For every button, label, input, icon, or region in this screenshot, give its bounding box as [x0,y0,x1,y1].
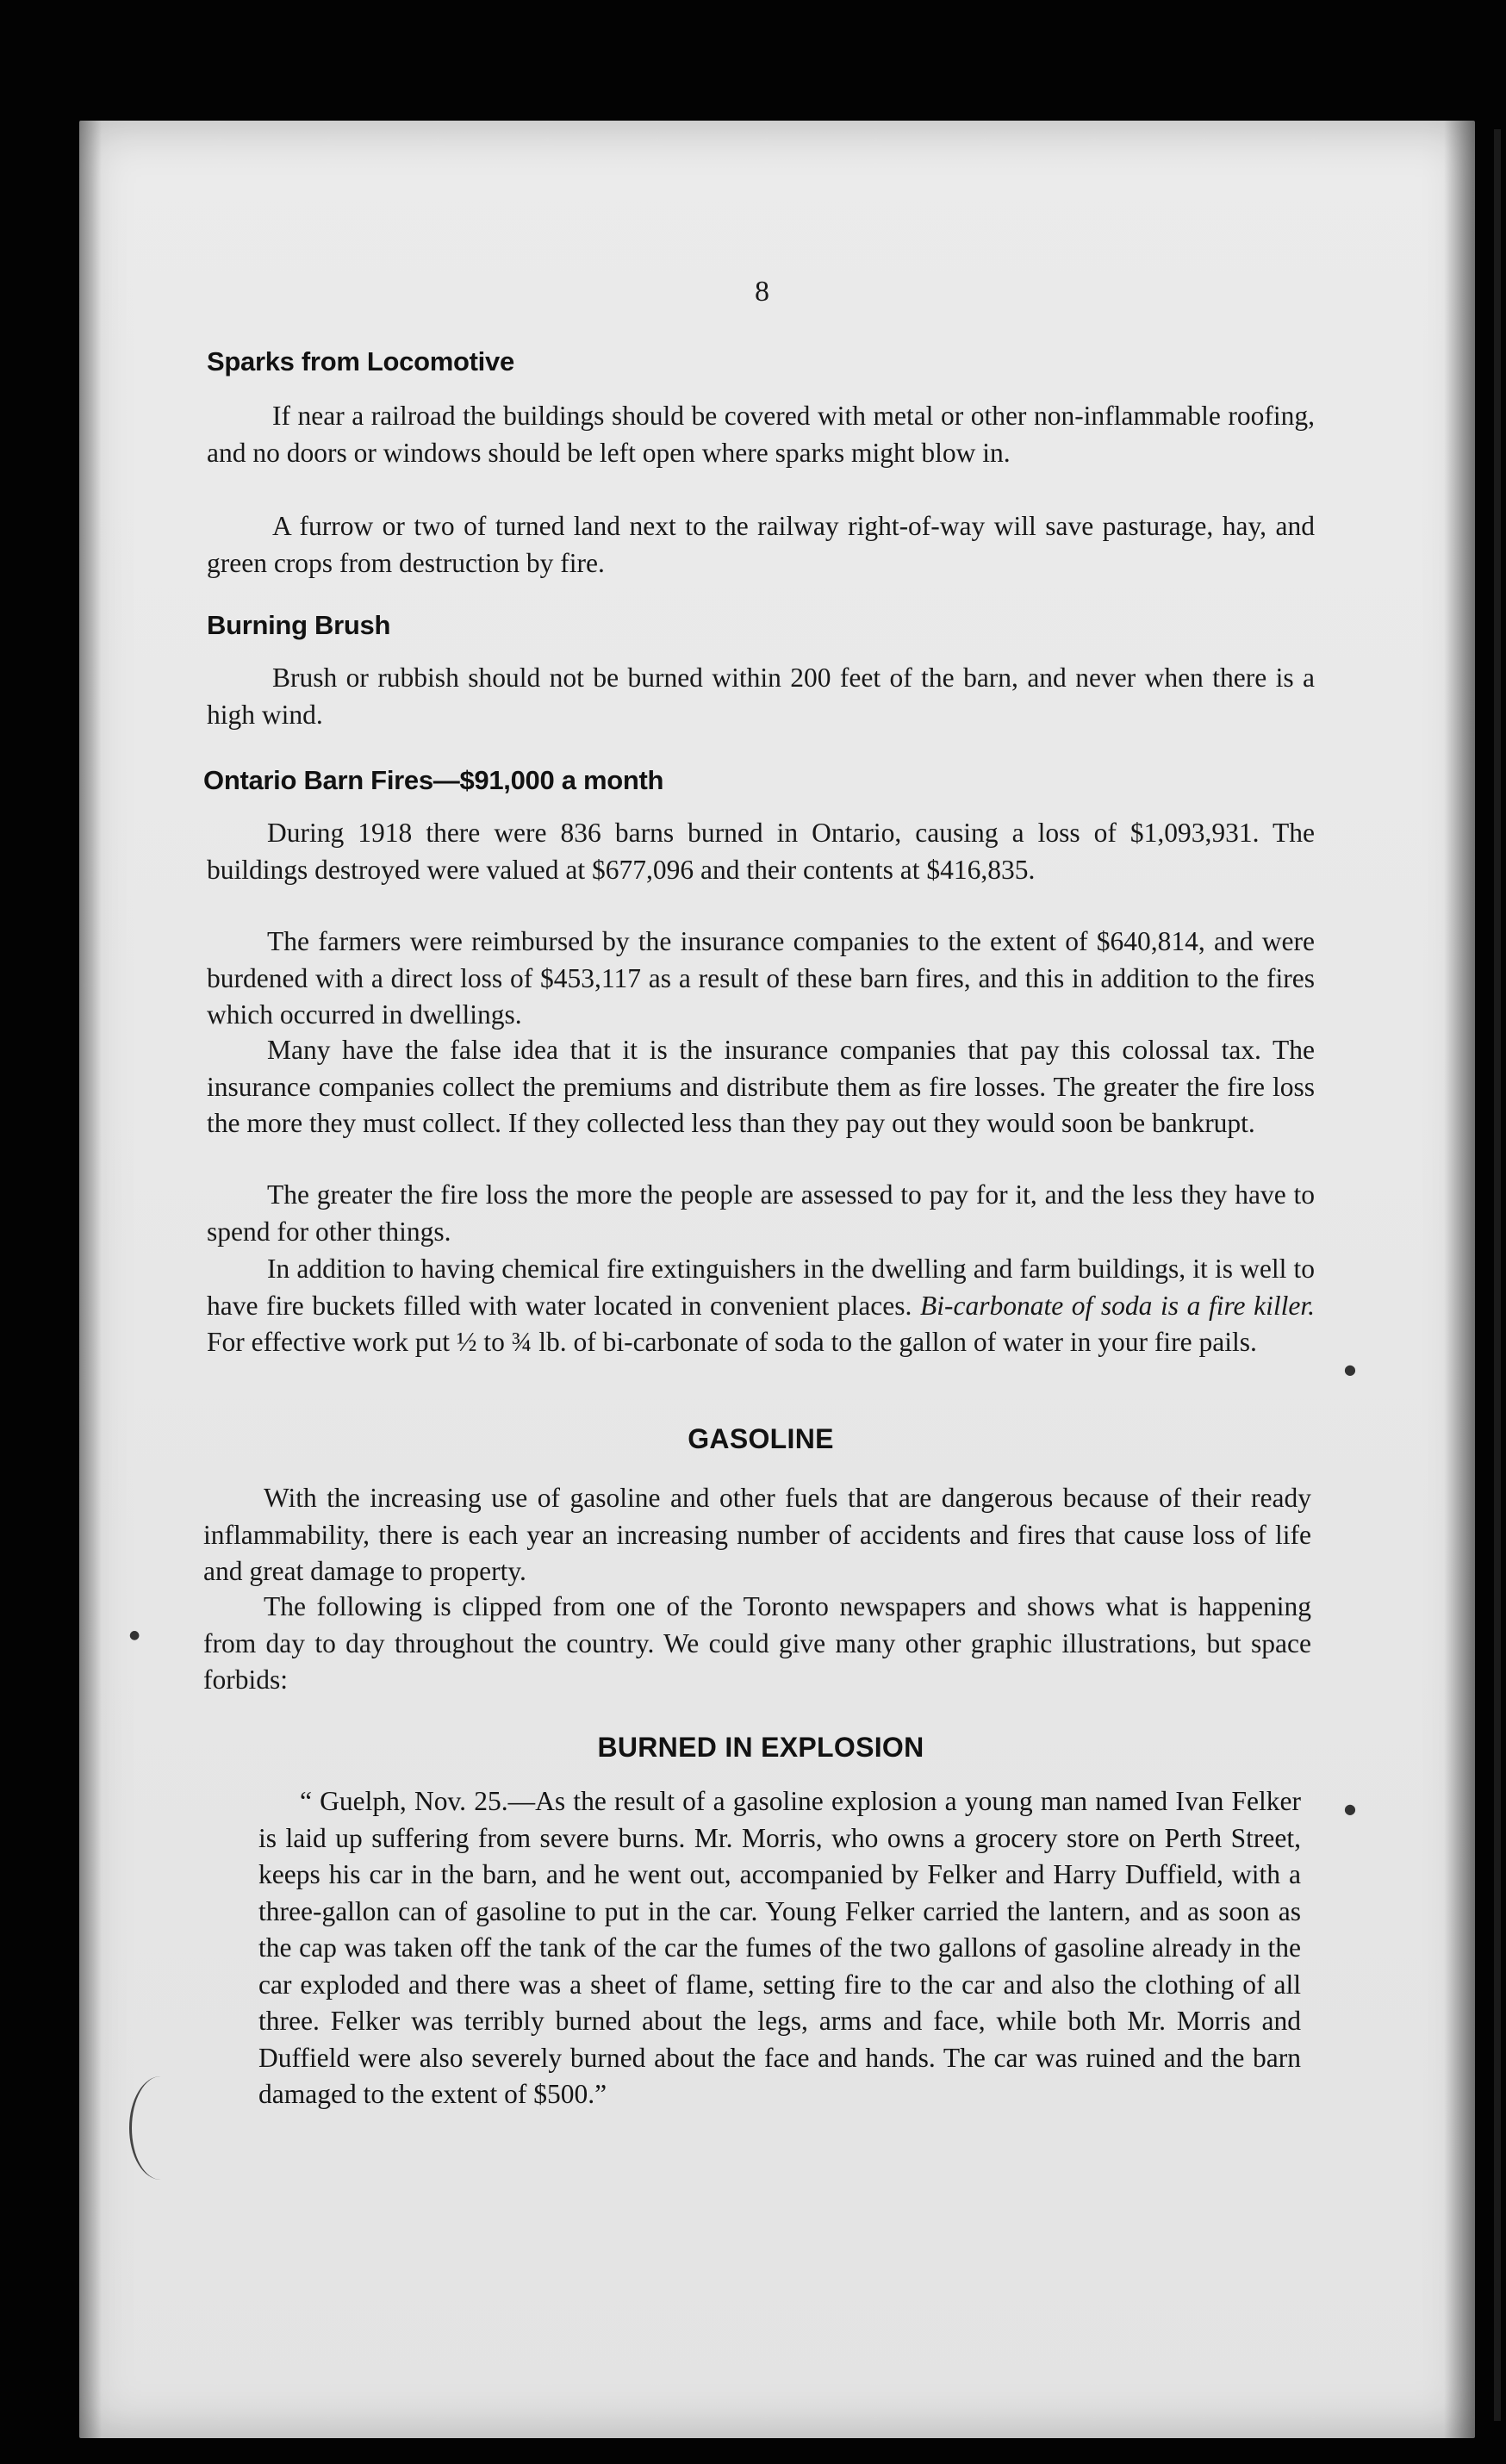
margin-pencil-mark [129,2076,192,2180]
paragraph-barn-fires-5 [207,1251,1315,1361]
page-edge-shadow-left [79,121,102,2438]
scan-dot-mark-2: ● [1344,1801,1356,1817]
paragraph-barn-fires-5-text-b: For effective work put ½ to ¾ lb. of bi-carbonate of soda to the gallon of water in your fire pails. [207,1327,1257,1357]
paragraph-sparks-2: A furrow or two of turned land next to the railway right-of-way will save pasturage, hay, and green crops from destruction by fire. [207,511,1315,578]
scan-dot-mark-3: ● [129,1628,140,1642]
quoted-news-clipping: “ Guelph, Nov. 25.—As the result of a gasoline explosion a young man named Ivan Felker is laid up suffering from severe burns. Mr. Morris, who owns a grocery store on Perth Street, keeps his car in the barn, and he went out, accompanied by Felker and Harry Duffield, with a three-gallon can of gasoline to put in the car. Young Felker carried the lantern, and as soon as the cap was taken off the tank of the car the fumes of the two gallons of gasoline already in the car exploded and there was a sheet of flame, setting fire to the car and also the clothing of all three. Felker was terribly burned about the legs, arms and face, while both Mr. Morris and Duffield were also severely burned about the face and hands. The car was ruined and the barn damaged to the extent of $500.” [258,1786,1301,2109]
paragraph-barn-fires-3: Many have the false idea that it is the insurance companies that pay this colossal tax. The insurance companies collect the premiums and distribute them as fire losses. The greater the fire loss the more they must collect. If they collected less than they pay out they would soon be bankrupt. [207,1035,1315,1138]
scan-dot-mark: ● [1344,1361,1356,1378]
heading-sparks-from-locomotive: Sparks from Locomotive [207,346,514,376]
heading-ontario-barn-fires: Ontario Barn Fires—$91,000 a month [203,765,664,795]
paragraph-barn-fires-2: The farmers were reimbursed by the insurance companies to the extent of $640,814, and were burdened with a direct loss of $453,117 as a result of these barn fires, and this in addition to the fires which occurred in dwellings. [207,926,1315,1030]
paragraph-brush-1: Brush or rubbish should not be burned within 200 feet of the barn, and never when there is a high wind. [207,663,1315,730]
heading-gasoline: GASOLINE [688,1423,834,1454]
paragraph-barn-fires-5-text-a: In addition to having chemical fire extinguishers in the dwelling and farm buildings, it is well to have fire buckets filled with water located in convenient places. [207,1254,1315,1321]
paragraph-gasoline-2: The following is clipped from one of the Toronto newspapers and shows what is happening from day to day throughout the country. We could give many other graphic illustrations, but space forbids: [203,1591,1311,1695]
heading-burning-brush: Burning Brush [207,610,391,640]
paragraph-barn-fires-4: The greater the fire loss the more the people are assessed to pay for it, and the less they have to spend for other things. [207,1179,1315,1247]
page-binding-edge [1494,129,1501,2421]
page-edge-shadow-right [1444,121,1475,2438]
page-number: 8 [755,276,769,308]
paragraph-gasoline-1: With the increasing use of gasoline and other fuels that are dangerous because of their ready inflammability, there is each year an increasing number of accidents and fires that cause loss of life and great damage to property. [203,1483,1311,1586]
paragraph-sparks-1: If near a railroad the buildings should be covered with metal or other non-inflammable roofing, and no doors or windows should be left open where sparks might blow in. [207,401,1315,468]
heading-burned-in-explosion: BURNED IN EXPLOSION [597,1732,924,1763]
paragraph-barn-fires-5-italic: Bi-carbonate of soda is a fire killer. [920,1290,1315,1321]
paragraph-barn-fires-1: During 1918 there were 836 barns burned in Ontario, causing a loss of $1,093,931. The buildings destroyed were valued at $677,096 and their contents at $416,835. [207,818,1315,885]
